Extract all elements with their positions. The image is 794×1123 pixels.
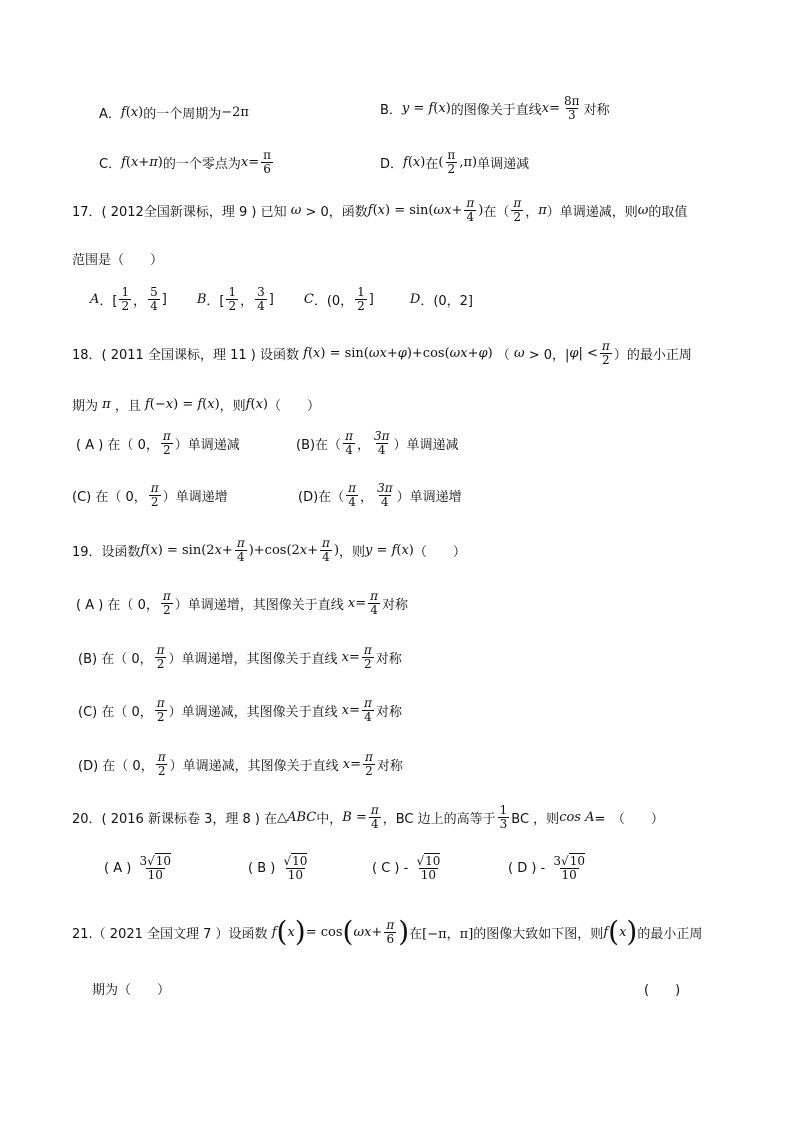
q17-option-b[interactable]: B ．[ $\frac{1}{2}$ ， $\frac{3}{4}$ ] bbox=[196, 285, 274, 313]
q17-stem: 17．( 2012全国新课标，理 9 ) 已知 ω > 0，函数 f ( x ) = sin( ωx + $\frac{\pi}{4}$ ) 在（ $\frac{\pi}{2}$ ， π ）单调递减，则 ω 的取值 bbox=[72, 196, 688, 224]
q17-line2: 范围是（ ） bbox=[72, 253, 164, 268]
q17-options bbox=[90, 286, 473, 312]
q20-stem: 20．( 2016 新课标卷 3，理 8 ) 在 △ABC 中， B = $\frac{\pi}{4}$ ，BC 边上的高等于 $\frac{1}{3}$ BC ，则 cos A = （ ） bbox=[72, 803, 664, 831]
q16-option-b[interactable]: B． y = f ( x ) 的图像关于直线 x = $\frac{8\pi}{3}$ 对称 bbox=[380, 94, 610, 122]
q19-option-d[interactable]: (D) 在（ 0， $\frac{\pi}{2}$ ）单调递减，其图像关于直线 x = $\frac{\pi}{2}$ 对称 bbox=[78, 750, 403, 778]
q16-option-c[interactable]: C． f ( x + π ) 的一个零点为 x = $\frac{\pi}{6}$ bbox=[99, 148, 271, 176]
q19-option-b[interactable]: (B) 在（ 0， $\frac{\pi}{2}$ ）单调递增，其图像关于直线 x = $\frac{\pi}{2}$ 对称 bbox=[78, 643, 402, 671]
q18-option-a[interactable]: ( A ) 在（ 0， $\frac{\pi}{2}$ ）单调递减 bbox=[76, 429, 240, 457]
q18-option-d[interactable]: (D)在（ $\frac{\pi}{4}$ ， $\frac{3\pi}{4}$ ）单调递增 bbox=[298, 481, 462, 509]
q20-option-c[interactable]: ( C ) - $\frac{√10}{10}$ bbox=[372, 854, 441, 882]
q20-option-d[interactable]: ( D ) - $\frac{3√10}{10}$ bbox=[508, 854, 585, 882]
q19-stem: 19．设函数 f ( x ) = sin(2 x + $\frac{\pi}{4}$ )+cos(2 x + $\frac{\pi}{4}$ ) ，则 y = f ( x ) （ ） bbox=[72, 536, 466, 564]
q18-option-b[interactable]: (B)在（ $\frac{\pi}{4}$ ， $\frac{3\pi}{4}$ ）单调递减 bbox=[296, 429, 459, 457]
q16-fx: f bbox=[120, 105, 126, 120]
q18-option-c[interactable]: (C) 在（ 0， $\frac{\pi}{2}$ ）单调递增 bbox=[72, 481, 228, 509]
q18-stem: 18．( 2011 全国课标，理 11 ) 设函数 f ( x ) = sin( ωx + φ )+cos( ωx + φ ) （ ω > 0，| φ | < $\frac{\pi}{2}$ ）的最小正周 bbox=[72, 339, 692, 367]
q19-option-c[interactable]: (C) 在（ 0， $\frac{\pi}{2}$ ）单调递减，其图像关于直线 x = $\frac{\pi}{4}$ 对称 bbox=[78, 696, 402, 724]
q20-option-b[interactable]: ( B ) $\frac{√10}{10}$ bbox=[248, 854, 308, 882]
q17-option-d[interactable]: D ．(0，2] bbox=[409, 291, 473, 309]
q19-option-a[interactable]: ( A ) 在（ 0， $\frac{\pi}{2}$ ）单调递增，其图像关于直线 x = $\frac{\pi}{4}$ 对称 bbox=[76, 589, 409, 617]
q16-option-d[interactable]: D． f ( x ) 在 ( $\frac{\pi}{2}$ ,π) 单调递减 bbox=[380, 148, 530, 176]
q16-option-a[interactable]: A． f ( x ) 的一个周期为 −2π bbox=[99, 105, 249, 122]
q17-option-a[interactable]: A ．[ $\frac{1}{2}$ ， $\frac{5}{4}$ ] bbox=[90, 285, 167, 313]
q21-answer-paren[interactable]: ( ) bbox=[644, 983, 681, 998]
q17-option-c[interactable]: C ．(0， $\frac{1}{2}$ ] bbox=[303, 285, 374, 313]
q21-stem: 21.（ 2021 全国文理 7 ）设函数 f ( x ) = cos ( ωx + $\frac{\pi}{6}$ ) 在 [−π，π] 的图像大致如下图，则 f ( x ) 的最小正周 bbox=[72, 915, 703, 948]
q21-line2: 期为（ ） bbox=[92, 983, 171, 998]
q20-option-a[interactable]: ( A ) $\frac{3√10}{10}$ bbox=[104, 854, 172, 882]
q18-line2: 期为 π ，且 f (− x ) = f ( x ) ，则 f ( x ) （ ） bbox=[72, 397, 320, 414]
